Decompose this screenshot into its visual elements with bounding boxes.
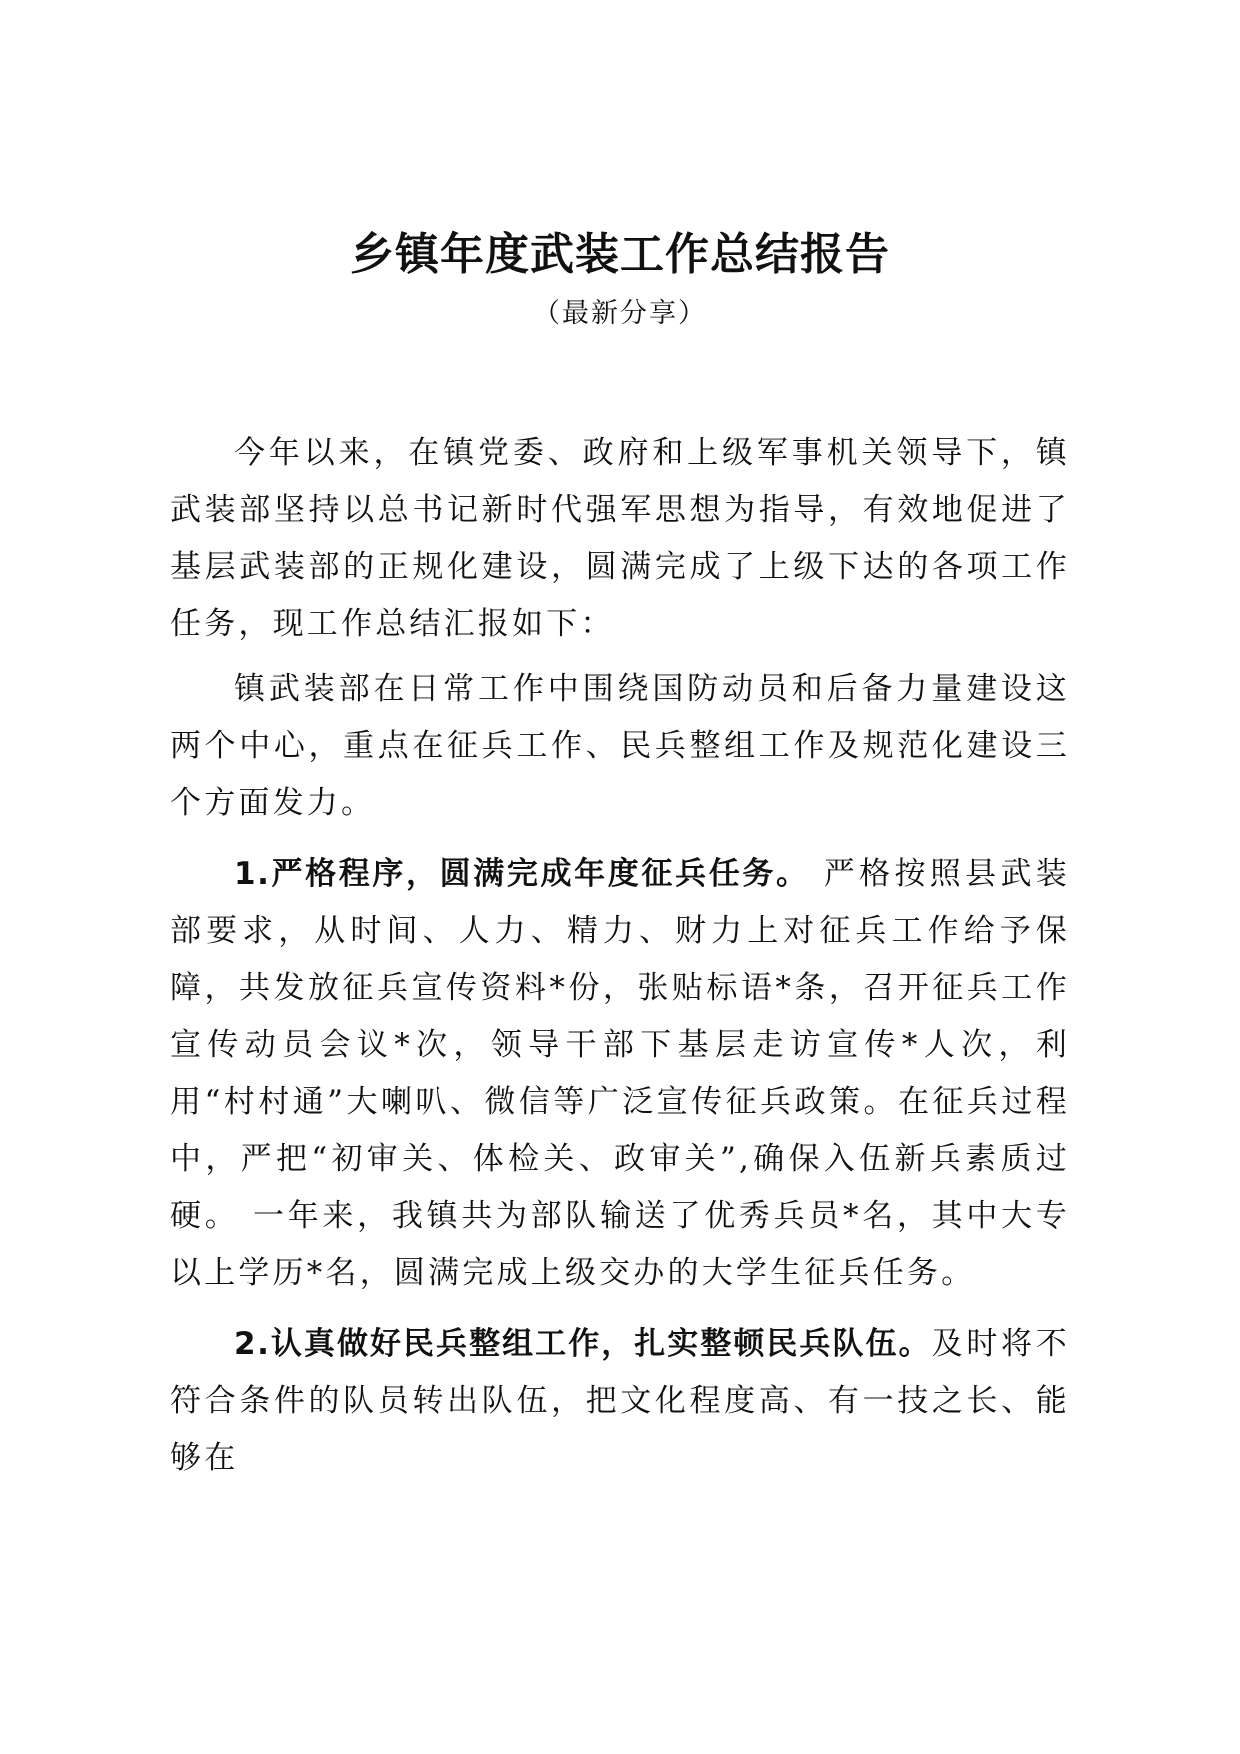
document-body [170,425,1070,1487]
paragraph-text: 镇武装部在日常工作中围绕国防动员和后备力量建设这两个中心，重点在征兵工作、民兵整组工作及规范化建设三个方面发力。 [170,671,1070,821]
paragraph-heading: 1.严格程序，圆满完成年度征兵任务。 [234,856,810,892]
paragraph-text: 严格按照县武装部要求，从时间、人力、精力、财力上对征兵工作给予保障，共发放征兵宣传资料*份，张贴标语*条，召开征兵工作宣传动员会议*次，领导干部下基层走访宣传*人次，利用“村村通”大喇叭、微信等广泛宣传征兵政策。在征兵过程中，严把“初审关、体检关、政审关”,确保入伍新兵素质过硬。 一年来，我镇共为部队输送了优秀兵员*名，其中大专以上学历*名，圆满完成上级交办的大学生征兵任务。 [170,856,1070,1291]
paragraph-overview [170,661,1070,832]
paragraph-text: 及时将不符合条件的队员转出队伍，把文化程度高、有一技之长、能够在 [170,1326,1070,1476]
document-subtitle: （最新分享） [533,298,707,329]
paragraph-intro [170,425,1070,653]
paragraph-militia [170,1316,1070,1487]
paragraph-recruitment [170,846,1070,1302]
document-title: 乡镇年度武装工作总结报告 [350,229,890,280]
paragraph-heading: 2.认真做好民兵整组工作，扎实整顿民兵队伍。 [234,1326,932,1362]
paragraph-text: 今年以来，在镇党委、政府和上级军事机关领导下，镇武装部坚持以总书记新时代强军思想为指导，有效地促进了基层武装部的正规化建设，圆满完成了上级下达的各项工作任务，现工作总结汇报如下： [170,435,1070,642]
